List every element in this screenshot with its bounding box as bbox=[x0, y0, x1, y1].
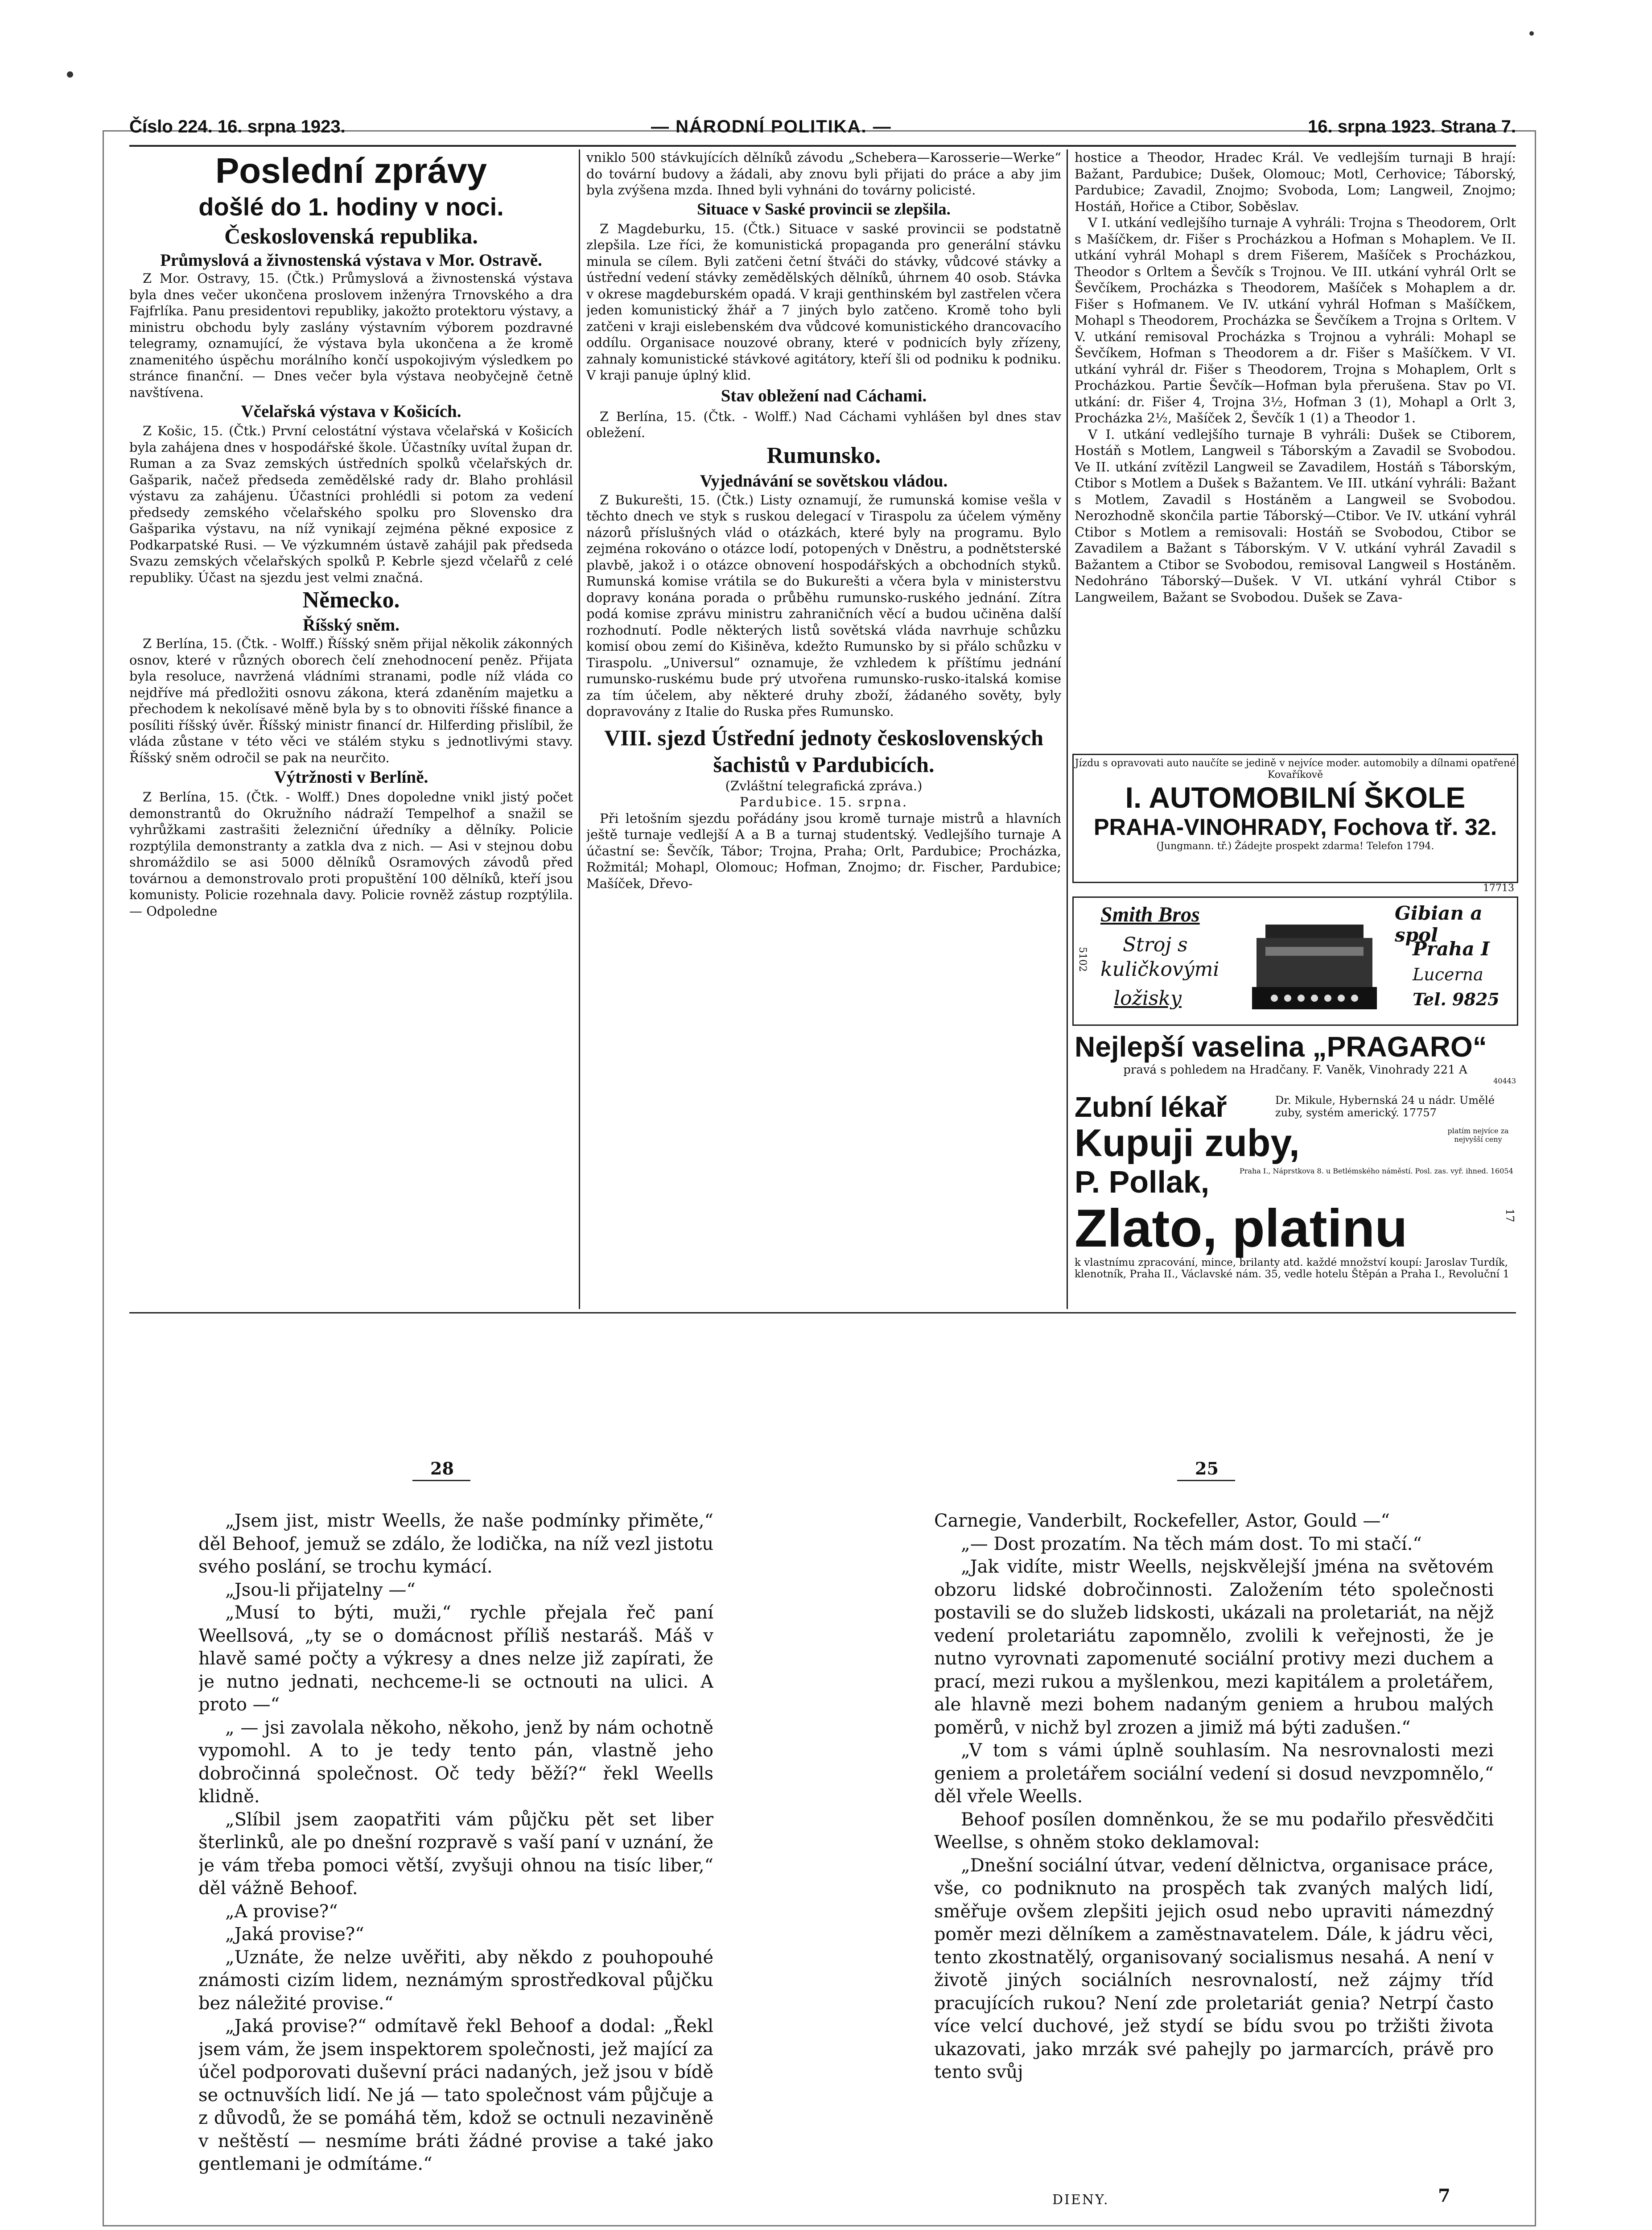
page-signature: DIENY. bbox=[1052, 2192, 1109, 2208]
typewriter-icon bbox=[1248, 911, 1381, 1018]
article-magdeburg: Z Magdeburku, 15. (Čtk.) Situace v saské provincii se podstatně zlepšila. Lze říci, že komunistická propaganda pro generální stávku minula se cílem. Byli zatčeni četní štváči do stávky, vůdcové stávky a ústřední vedení stávky zemědělských dělníků, úhrnem 40 osob. Stávka v okrese magdeburském opadá. V kraji genthinském byl zastřelen včera jeden komunistický žhář a 7 jiných bylo zatčeno. Kromě toho byli zatčeni v kraji eislebenském dva vůdcové komunistického drancovacího oddílu. Organisace nouzové obrany, které v podnicích byly zřízeny, zahnaly komunistické stávkové agitátory, kteří šli od podniku k podniku. V kraji panuje úplný klid. bbox=[586, 221, 1061, 383]
book-paragraph: „Musí to býti, muži,“ rychle přejala řeč paní Weellsová, „ty se o domácnost příliš nestaráš. Máš v hlavě samé počty a výkresy a dnes nelze již zapírati, že je nutno jednati, nechceme-li se octnouti na ulici. A proto —“ bbox=[198, 1602, 713, 1715]
ad-gibian-street: Lucerna bbox=[1413, 965, 1483, 984]
ad-gold-title: Zlato, platinu bbox=[1075, 1198, 1408, 1258]
book-paragraph: „Jaká provise?“ odmítavě řekl Behoof a dodal: „Řekl jsem vám, že jsem inspektorem společnosti, jež mající za účel podporovati duševní práci nadaných, jež jsou v bídě se octnuvších lidí. Ne já — tato společnost vám půjčuje a z důvodů, že se pomáhá těm, kdož se octnuli nezaviněně v neštěstí — nesmíme bráti žádné provise a také jako gentlemani je odmítáme.“ bbox=[198, 2016, 713, 2174]
page-number-rule bbox=[1177, 1480, 1235, 1481]
dateline: Pardubice. 15. srpna. bbox=[739, 794, 908, 809]
ad-teeth-buyer bbox=[1075, 1122, 1516, 1165]
issue-info: Číslo 224. 16. srpna 1923. bbox=[129, 117, 346, 136]
book-paragraph: „Jsou-li přijatelny —“ bbox=[225, 1579, 416, 1600]
ad-dentist bbox=[1075, 1090, 1516, 1123]
subheading-reichstag: Říšský sněm. bbox=[303, 615, 400, 635]
subheading-saxony: Situace v Saské provincii se zlepšila. bbox=[697, 200, 951, 219]
footer-page-number: 7 bbox=[1438, 2185, 1450, 2206]
page-info: 16. srpna 1923. Strana 7. bbox=[1308, 117, 1516, 136]
ad-smith-line: ložisky bbox=[1114, 987, 1182, 1010]
telegraph-note: (Zvláštní telegrafická zpráva.) bbox=[725, 778, 923, 793]
left-book-page bbox=[198, 1510, 713, 2210]
ad-gibian-brand: Gibian a spol bbox=[1395, 902, 1483, 946]
ad-driving-school-footer: (Jungmann. tř.) Žádejte prospekt zdarma! Telefon 1794. bbox=[1156, 841, 1434, 852]
book-paragraph: „Dnešní sociální útvar, vedení dělnictva, organisace práce, vše, co podniknuto na prospěch tak zvaných malých lidí, směřuje ovšem zlepšiti jejich osud nebo upraviti námezdný poměr mezi dělníkem a zaměstnavatelem. Dále, k jádru věci, tento zkostnatělý, organisovaný socialismus nesahá. A není v životě jiných sociálních nesrovnalostí, než zájmy tříd pracujících rukou? Není zde proletariát genia? Netrpí často více velcí duchové, jež stydí se bídu svou po tržišti života ukazovati, jako mrzák své pahejly po jarmarcích, právě pro tento svůj bbox=[934, 1855, 1494, 2082]
ad-driving-school-intro: Jízdu s opravovati auto naučíte se jedině v nejvíce moder. automobily a dílnami opatřené Kovaříkově bbox=[1075, 758, 1516, 780]
article-kosice: Z Košic, 15. (Čtk.) První celostátní výstava včelařská v Košicích byla zahájena dnes v hospodářské škole. Účastníky uvítal župan dr. Ruman a za Svaz zemských ústředních spolků včelařských dr. Gašparik, načež předseda zemědělské rady dr. Blaho prohlásil výstavu za zahájenu. Účastníci prohlédli si potom za vedení předsedy zemského včelařského spolku pro Slovensko dra Gašparika výstavu, na níž vynikají zejména pěkné exposice z Podkarpatské Rusi. — Ve výzkumném ústavě zahájil pak předseda Svazu zemských včelařských spolků P. Kebrle sjezd včelařů z celé republiky. Účast na sjezdu jest velmi značná. bbox=[129, 423, 573, 585]
ad-smith-typewriter bbox=[1072, 896, 1518, 1026]
page-number-rule bbox=[412, 1480, 470, 1481]
ad-smith-line: Stroj s bbox=[1123, 933, 1188, 956]
ad-gold bbox=[1075, 1200, 1516, 1302]
subheading-bee-exhibition: Včelařská výstava v Košicích. bbox=[241, 402, 461, 421]
book-paragraph: „Jsem jist, mistr Weells, že naše podmínky přiměte,“ děl Behoof, jemuž se zdálo, že lodička, na níž vezl jistotu svého poslání, se trochu kymácí. bbox=[198, 1511, 713, 1577]
ad-code: 5102 bbox=[1077, 947, 1088, 972]
ad-driving-school-title: I. AUTOMOBILNÍ ŠKOLE bbox=[1125, 781, 1466, 814]
headline-chess-congress: VIII. sjezd Ústřední jednoty československých šachistů v Pardubicích. bbox=[604, 725, 1043, 777]
ad-pollak-text: Praha I., Náprstkova 8. u Betlémského náměstí. Posl. zas. vyř. ihned. 16054 bbox=[1240, 1167, 1513, 1175]
section-divider bbox=[129, 1312, 1516, 1313]
article-chess-continuation: hostice a Theodor, Hradec Král. Ve vedlejším turnaji B hrají: Bažant, Pardubice; Dušek, Olomouc; Motl, Cerhovice; Táborský, Pardubice; Zavadil, Znojmo; Svoboda, Lom; Langweil, Znojmo; Hostáň, Hořice a Ctibor, Soběslav. bbox=[1075, 150, 1516, 214]
left-page-number: 28 bbox=[430, 1458, 454, 1478]
book-paragraph: „Slíbil jsem zaopatřiti vám půjčku pět set liber šterlinků, ale po dnešní rozpravě s vaší paní v uznání, že je vám třeba pomoci větší, zvyšuji ohnou na tisíc liber,“ děl vážně Behoof. bbox=[198, 1809, 713, 1899]
subheading-aachen: Stav obležení nad Cáchami. bbox=[721, 386, 927, 405]
book-paragraph: „V tom s vámi úplně souhlasím. Na nesrovnalosti mezi geniem a proletářem sociální vedení si dosud nevzpomnělo,“ děl vřele Weells. bbox=[934, 1740, 1494, 1807]
ad-gibian-city: Praha I bbox=[1413, 938, 1490, 960]
column-2 bbox=[586, 149, 1061, 1309]
section-czechoslovakia: Československá republika. bbox=[224, 223, 478, 248]
right-page-number: 25 bbox=[1195, 1458, 1219, 1478]
right-book-page bbox=[934, 1510, 1494, 2179]
ad-smith-brand: Smith Bros bbox=[1100, 903, 1200, 926]
column-rule bbox=[579, 149, 580, 1309]
ad-dentist-text: Dr. Mikule, Hybernská 24 u nádr. Umělé zuby, systém americký. 17757 bbox=[1275, 1094, 1495, 1119]
ad-smith-line: kuličkovými bbox=[1100, 958, 1219, 981]
column-3 bbox=[1075, 149, 1516, 752]
book-paragraph: Carnegie, Vanderbilt, Rockefeller, Astor, Gould —“ bbox=[934, 1511, 1390, 1531]
book-paragraph: „ — jsi zavolala někoho, někoho, jenž by nám ochotně vypomohl. A to je tedy tento pán, vlastně jeho dobročinná společnost. Oč tedy běží?“ řekl Weells klidně. bbox=[198, 1717, 713, 1807]
book-paragraph: „Uznáte, že nelze uvěřiti, aby někdo z pouhopouhé známosti cizím lidem, neznámým sprostředkoval půjčku bez náležité provise.“ bbox=[198, 1947, 713, 2014]
book-paragraph: „A provise?“ bbox=[225, 1901, 338, 1922]
ad-code: 17 bbox=[1504, 1209, 1516, 1222]
article-chess: Při letošním sjezdu pořádány jsou kromě turnaje mistrů a hlavních ještě turnaje vedlejší A a B a turnaj studentský. Vedlejšího turnaje A účastní se: Ševčík, Tábor; Trojna, Praha; Orlt, Pardubice; Procházka, Rožmitál; Mohapl, Olomouc; Hofman, Znojmo; dr. Fischer, Pardubice; Mašíček, Dřevo- bbox=[586, 810, 1061, 891]
article-continuation: vniklo 500 stávkujících dělníků závodu „Schebera—Karosserie—Werke“ do tovární budovy a žádali, aby znovu byli přijati do práce a aby jim byla zvýšena mzda. Ihned byli vyhnáni do továrny policisté. bbox=[586, 150, 1061, 198]
column-1 bbox=[129, 149, 573, 1309]
article-berlin-riots: Z Berlína, 15. (Čtk. - Wolff.) Dnes dopoledne vnikl jistý počet demonstrantů do Okružního nádraží Tempelhof a snažil se vyhrůžkami zastrašiti železniční úředníky a dělníky. Policie rozptýlila demonstranty a zatkla dva z nich. — Asi v stejnou dobu shromáždilo se asi 5000 dělníků Osramových závodů před továrnou a demonstrovalo proti propuštění 100 dělníků, kteří jsou komunisty. Policie rozehnala davy. Policie rovněž zástup rozptýlila. — Odpoledne bbox=[129, 789, 573, 919]
header-rule bbox=[129, 145, 1516, 147]
ad-code: 17713 bbox=[1483, 883, 1514, 894]
section-germany: Německo. bbox=[302, 587, 400, 613]
ad-gold-text: k vlastnímu zpracování, mince, brilanty atd. každé množství koupí: Jaroslav Turdík, klenotník, Praha II., Václavské nám. 35, vedle hotelu Štěpán a Praha I., Revoluční 1 bbox=[1075, 1257, 1510, 1280]
ad-code: 40443 bbox=[1493, 1077, 1516, 1085]
newspaper-title: — NÁRODNÍ POLITIKA. — bbox=[651, 117, 892, 136]
book-paragraph: „Jaká provise?“ bbox=[225, 1924, 364, 1945]
article-ostrava: Z Mor. Ostravy, 15. (Čtk.) Průmyslová a živnostenská výstava byla dnes večer ukončena proslovem inženýra Trnovského a dra Fajfrlíka. Panu presidentovi republiky, jakožto protektoru výstavy, a ministru obchodu byly zaslány výstavním výborem pozdravné telegramy, oznamující, že výstava byla ukončena a že kromě znamenitého úspěchu morálního končí uspokojivým výsledkem po stránce finanční. — Dnes večer byla výstava neobyčejně četně navštívena. bbox=[129, 271, 573, 400]
article-chess-tournament-b: V I. utkání vedlejšího turnaje B vyhráli: Dušek se Ctiborem, Hostáň s Motlem, Langweil s Táborským a Zavadil se Svobodou. Ve II. utkání zvítězil Langweil se Zavadilem, Hostáň s Táborským, Ctibor s Motlem a Dušek s Bažantem. Ve III. utkání vyhráli: Bažant s Motlem, Zavadil s Hostáněm a Langweil se Svobodou. Nerozhodně skončila partie Táborský—Ctibor. Ve IV. utkání vyhrál Ctibor s Motlem a remisovali: Hostáň se Svobodou, Ctibor se Zavadilem a Bažant s Táborským. V V. utkání vyhrál Zavadil s Bažantem a Ctibor se Svobodou, remisoval Langweil s Hostáněm. Nedohráno Táborský—Dušek. V VI. utkání vyhrál Ctibor s Langweilem, Bažant se Svobodou. Dušek se Zava- bbox=[1075, 426, 1516, 605]
ad-dentist-title: Zubní lékař bbox=[1075, 1091, 1227, 1123]
ad-teeth-side: platím nejvíce za nejvyšší ceny bbox=[1447, 1127, 1509, 1144]
scan-speck bbox=[67, 71, 73, 78]
subheading-riots: Výtržnosti v Berlíně. bbox=[274, 768, 428, 787]
section-romania: Rumunsko. bbox=[766, 442, 881, 468]
subheading-exhibition: Průmyslová a živnostenská výstava v Mor. Ostravě. bbox=[160, 251, 542, 270]
ad-pollak-title: P. Pollak, bbox=[1075, 1165, 1210, 1199]
scan-speck bbox=[1529, 31, 1534, 36]
article-reichstag: Z Berlína, 15. (Čtk. - Wolff.) Říšský sněm přijal několik zákonných osnov, které v různých oborech čelí znehodnocení peněz. Přijata byla resoluce, navržená vládními stranami, podle níž vláda co nejdříve má předložiti osnovu zákona, která zdaněním majetku a přechodem k nekolísavé měně byla by s to obnoviti říšské finance a posíliti říšský úvěr. Říšský ministr financí dr. Hilferding přislíbil, že vláda zůstane v této věci ve stálém styku s jednotlivými stavy. Říšský sněm odročil se pak na neurčito. bbox=[129, 636, 573, 765]
ad-driving-school-address: PRAHA-VINOHRADY, Fochova tř. 32. bbox=[1093, 814, 1497, 840]
ad-vaselina bbox=[1075, 1030, 1516, 1085]
book-paragraph: Behoof posílen domněnkou, že se mu podařilo přesvědčiti Weellse, s ohněm stoko deklamoval: bbox=[934, 1809, 1494, 1853]
ad-vaselina-text: pravá s pohledem na Hradčany. F. Vaněk, Vinohrady 221 A bbox=[1123, 1063, 1467, 1077]
article-chess-tournament-a: V I. utkání vedlejšího turnaje A vyhráli: Trojna s Theodorem, Orlt s Mašíčkem, dr. Fišer s Procházkou a Hofman s Mohaplem. Ve II. utkání vyhrál Mohapl s drem Fišerem, Mašíček s Procházkou, Theodor s Orltem a Ševčík s Trojnou. Ve III. utkání vyhrál Orlt se Ševčíkem, Procházka s Theodorem, Mašíček s Mohaplem a dr. Fišer s Hofmanem. Ve IV. utkání vyhrál Hofman s Mašíčkem, Mohapl s Theodorem, Procházka se Ševčíkem a Trojna s Orltem. V V. utkání remisoval Procházka s Trojnou a vyhráli: Mohapl se Ševčíkem, Hofman s Theodorem a dr. Fišer s Mašíčkem. V VI. utkání vyhrál dr. Fišer s Theodorem, Trojna s Mohaplem, Orlt s Procházkou. Partie Ševčík—Hofman byla přerušena. Stav po VI. utkání: dr. Fišer 4, Trojna 3½, Hofman 3 (1), Mohapl a Orlt 3, Procházka 2½, Mašíček 2, Ševčík 1 (1) a Theodor 1. bbox=[1075, 215, 1516, 425]
column-rule bbox=[1067, 149, 1068, 1309]
newspaper-header bbox=[129, 117, 1516, 144]
ad-teeth-title: Kupuji zuby, bbox=[1075, 1122, 1300, 1165]
ad-gibian-phone: Tel. 9825 bbox=[1413, 989, 1500, 1009]
book-paragraph: „— Dost prozatím. Na těch mám dost. To mi stačí.“ bbox=[961, 1533, 1422, 1554]
article-bucharest: Z Bukurešti, 15. (Čtk.) Listy oznamují, že rumunská komise vešla v těchto dnech ve styk s ruskou delegací v Tiraspolu za účelem výměny názorů příslušných vlád o otázkách, které byly na programu. Bylo zejména rokováno o otázce lodí, potopených v Dněstru, a podnětsterské plavbě, jakož i o otázce obnovení hospodářských a obchodních styků. Rumunská komise vrátila se do Bukurešti a včera byla v ministerstvu dopravy konána porada o průběhu rumunsko-ruského jednání. Zítra podá komise zprávu ministru zahraničních věcí a budou učiněna další rozhodnutí. Podle některých listů sovětská vláda navrhuje schůzku komisí obou zemí do Kišiněva, kdežto Rumunsko by si přálo schůzku v Tiraspolu. „Universul“ oznamuje, že vzhledem k příštímu jednání rumunsko-ruskému bude prý utvořena rumunsko-rusko-italská komise za tím účelem, aby některé druhy zboží, žádaného sověty, byly dopravovány z Italie do Ruska přes Rumunsko. bbox=[586, 492, 1061, 719]
article-aachen: Z Berlína, 15. (Čtk. - Wolff.) Nad Cáchami vyhlášen byl dnes stav obležení. bbox=[586, 409, 1061, 440]
ad-pollak bbox=[1075, 1164, 1516, 1199]
subheading-soviet-talks: Vyjednávání se sovětskou vládou. bbox=[700, 471, 948, 491]
headline-last-news: Poslední zprávy bbox=[215, 151, 487, 190]
headline-subtitle: došlé do 1. hodiny v noci. bbox=[198, 193, 504, 221]
ad-driving-school bbox=[1072, 754, 1518, 894]
book-paragraph: „Jak vidíte, mistr Weells, nejskvělejší jména na světovém obzoru lidské dobročinnosti. Založením této společnosti postavili se do služeb lidskosti, ukázali na proletariát, na nějž vedení proletariátu zapomnělo, zvolili k veřejnosti, že je nutno vyrovnati zapomenuté sociální protivy mezi duchem a prací, mezi rukou a myšlenkou, mezi kapitálem a proletářem, ale hlavně mezi bohem nadaným geniem a hrubou malých poměrů, v nichž byl zrozen a jimiž má býti zadušen.“ bbox=[934, 1557, 1494, 1738]
ad-vaselina-title: Nejlepší vaselina „PRAGARO“ bbox=[1075, 1031, 1487, 1063]
